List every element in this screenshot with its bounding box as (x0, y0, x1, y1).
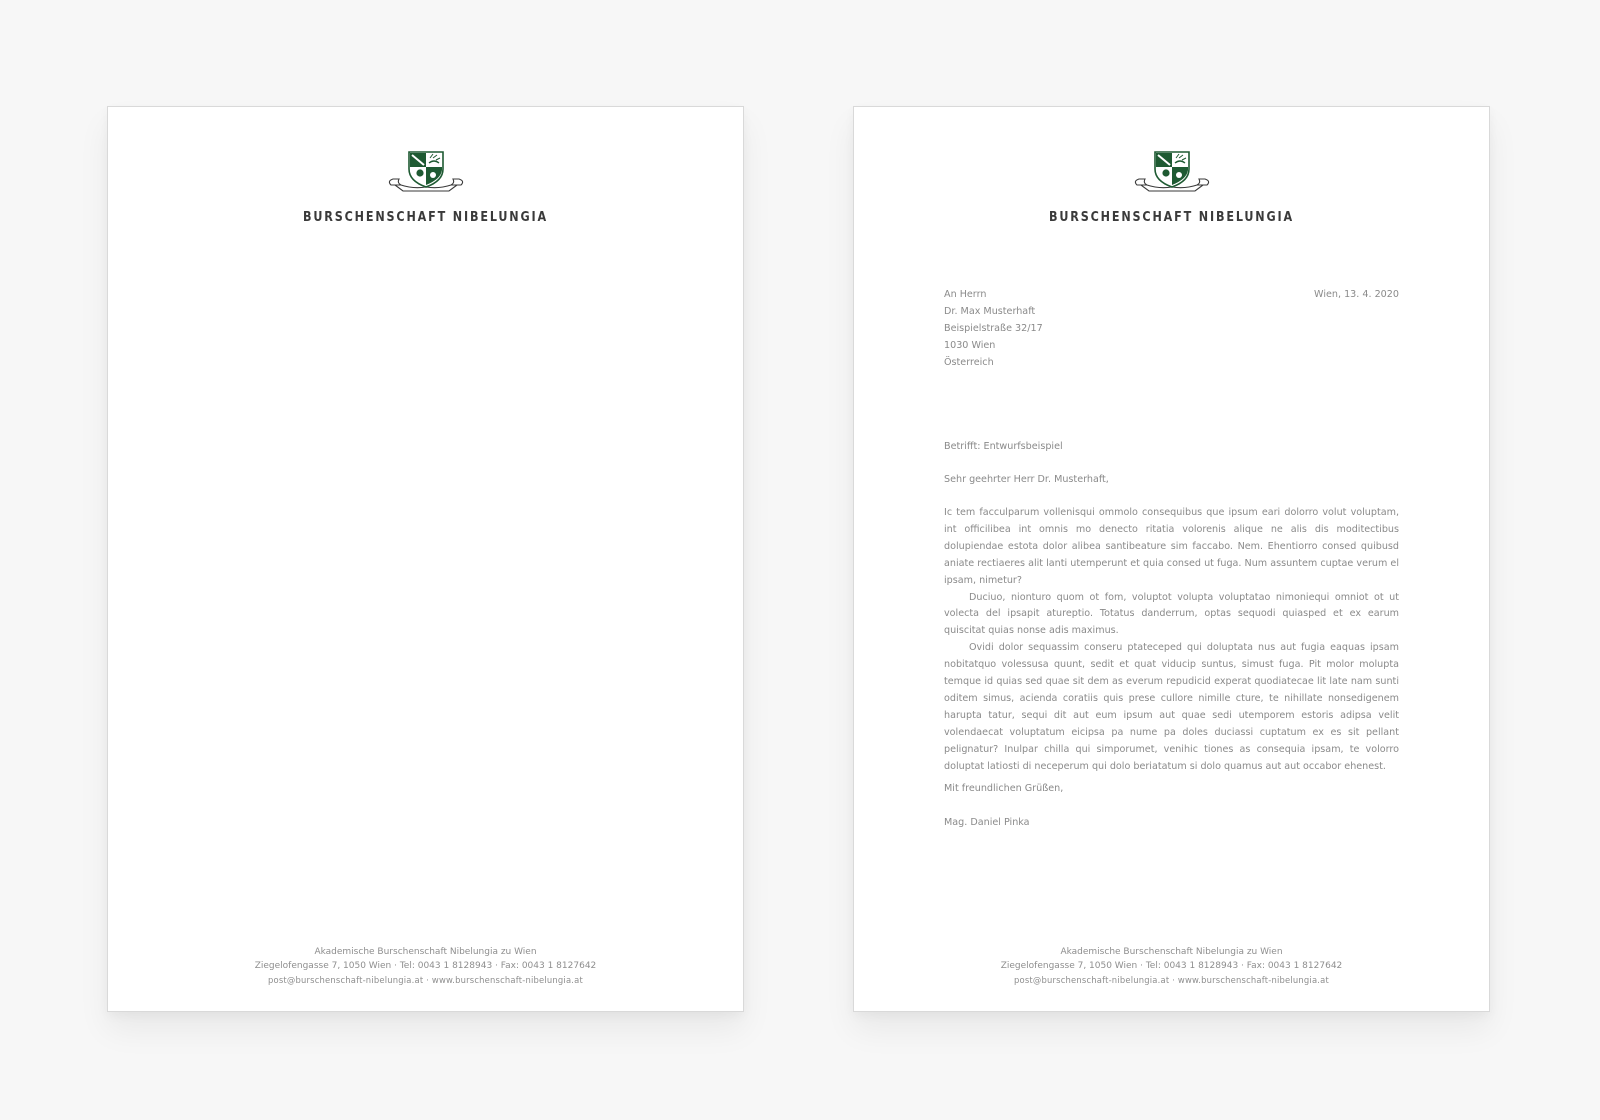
body-paragraph: Ovidi dolor sequassim conseru ptateceped qui doluptata nus aut fugia eaquas ipsam nobitatquo volessusa quunt, sedit et quat viducip suntus, simust fuga. Pit molor molupta temque id quias sed quae sit dem as everum repudicid experat quodiatecae lit late nam sunti oditem simus, acienda coratiis quis prese cullore nimille cture, te nihillate nonsedigenem harupta tatur, sequi dit aut eum ipsum aut quae sedi utemporem estoris adipsa velit volendaecat voluptatum eicipsa pa nume pa doles duciassi cuptatum ex es sit pellant pelignatur? Inulpar chilla qui simporumet, venihic tiones as consequia ipsam, te volorro doluptat latiosti di neceperum qui dolo beriatatum si dolo quamus aut aut occabor ehenest. (944, 642, 1399, 772)
recipient-line: Beispielstraße 32/17 (944, 322, 1043, 334)
coat-of-arms-icon (1131, 149, 1213, 199)
letterhead-footer (854, 945, 1489, 987)
letter-closing: Mit freundlichen Grüßen, (944, 783, 1064, 794)
letter-body (944, 505, 1399, 776)
recipient-line: Österreich (944, 356, 994, 368)
body-paragraph: Ic tem facculparum vollenisqui ommolo consequibus que ipsum eari dolorro volut voluptam, int officilibea int omnis mo denecto ritatia volorenis alique ne alis dis moditectibus dolupiendae estota dolor alibea santibeature sim faccabo. Nem. Ehentiorro consed quibusd aniate rectiaeres alit lanti utemperunt et quia consed ut fuga. Num assuntem cuptae verum el ipsam, nimetur? (944, 507, 1399, 586)
coat-of-arms-icon (385, 149, 467, 199)
footer-org-name: Akademische Burschenschaft Nibelungia zu Wien (314, 947, 537, 957)
recipient-line: 1030 Wien (944, 339, 996, 351)
example-letter-page (853, 106, 1490, 1012)
blank-letterhead-page (107, 106, 744, 1012)
recipient-line: An Herrn (944, 289, 987, 300)
letterhead-footer (108, 945, 743, 987)
letter-date: Wien, 13. 4. 2020 (1314, 289, 1399, 300)
footer-org-name: Akademische Burschenschaft Nibelungia zu Wien (1060, 947, 1283, 957)
recipient-line: Dr. Max Musterhaft (944, 305, 1036, 317)
letter-subject: Betrifft: Entwurfsbeispiel (944, 441, 1063, 452)
letter-salutation: Sehr geehrter Herr Dr. Musterhaft, (944, 474, 1109, 485)
footer-email-web: post@burschenschaft-nibelungia.at · www.burschenschaft-nibelungia.at (268, 975, 583, 985)
footer-address-phone: Ziegelofengasse 7, 1050 Wien · Tel: 0043 1 8128943 · Fax: 0043 1 8127642 (254, 961, 597, 971)
body-paragraph: Duciuo, nionturo quom ot fom, voluptot volupta voluptatao nimoniequi omniot ot ut volecta del ipsapit atureptio. Totatus danderrum, optas sequodi quiasped et ex earum quiscitat quias nonse adis maximus. (944, 591, 1399, 637)
footer-email-web: post@burschenschaft-nibelungia.at · www.burschenschaft-nibelungia.at (1014, 975, 1329, 985)
footer-address-phone: Ziegelofengasse 7, 1050 Wien · Tel: 0043 1 8128943 · Fax: 0043 1 8127642 (1000, 961, 1343, 971)
letter-signature: Mag. Daniel Pinka (944, 817, 1030, 828)
brand-name: BURSCHENSCHAFT NIBELUNGIA (303, 209, 548, 225)
brand-name: BURSCHENSCHAFT NIBELUNGIA (1049, 209, 1294, 225)
